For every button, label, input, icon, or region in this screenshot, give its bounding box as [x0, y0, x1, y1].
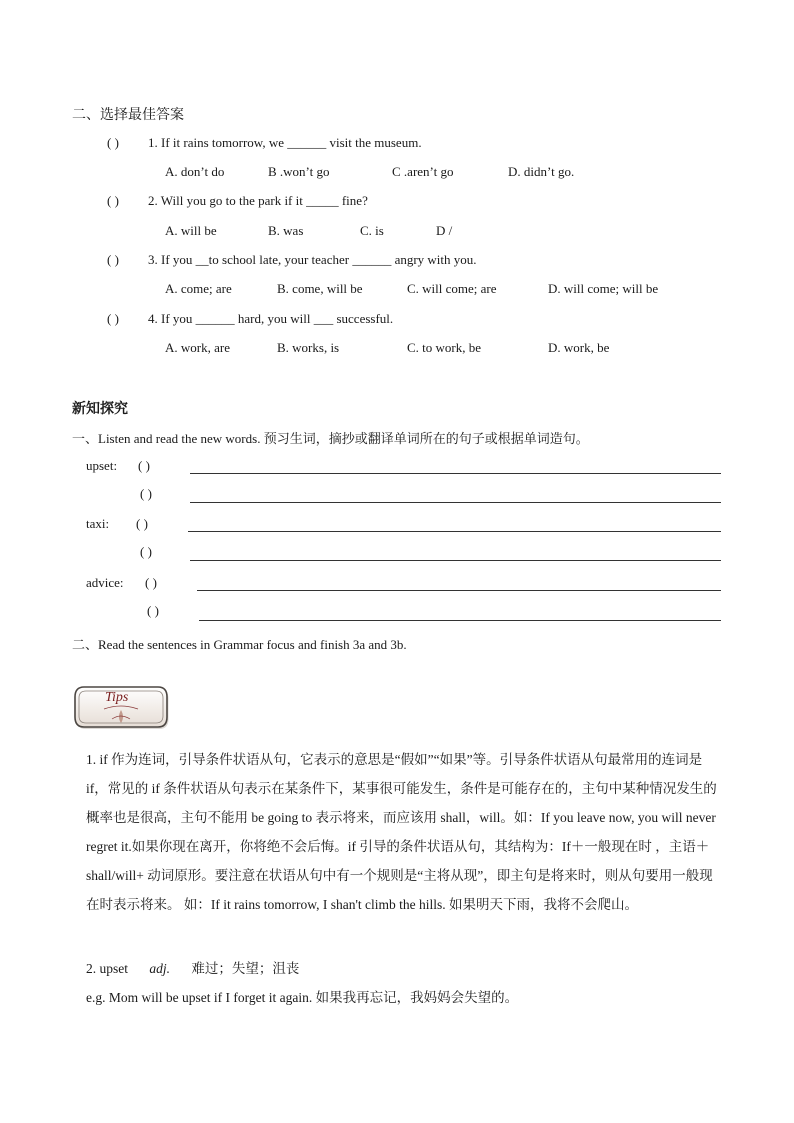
word-advice-paren-1[interactable]: ( ) [145, 575, 157, 590]
tips-item-2-meaning: 难过；失望；沮丧 [191, 961, 300, 976]
tips-paragraph-1-text: 1. if 作为连词，引导条件状语从句，它表示的意思是“假如”“如果”等。引导条件状语从句最常用的连词是 if，常见的 if 条件状语从句表示在某条件下，某事很可能发生，条件是可能存在的，主句中某种情况发生的概率也是很高，主句不能用 be going to 表示将来，而应该用 shall，will。如：If you leave now, you will never regret it.如果你现在离开，你将绝不会后悔。if 引导的条件状语从句，其结构为：If＋一般现在时 ，主语＋shall/will+ 动词原形。要注意在状语从句中有一个规则是“主将从现”，即主句是将来时，则从句要用一般现在时表示将来。 如：If it rains tomorrow, I shan't climb the hills. 如果明天下雨，我将不会爬山。 [86, 752, 717, 912]
answer-paren-3[interactable]: ( ) [107, 252, 119, 267]
word-taxi-line-2[interactable] [190, 560, 721, 561]
tips-item-2-word: 2. upset [86, 961, 128, 976]
q3-option-c: C. will come; are [407, 281, 497, 296]
q3-option-d: D. will come; will be [548, 281, 659, 296]
tips-example: e.g. Mom will be upset if I forget it again. 如果我再忘记，我妈妈会失望的。 [86, 990, 519, 1005]
tips-paragraph-1 [86, 745, 722, 919]
section-title-explore: 新知探究 [72, 401, 128, 417]
word-taxi: taxi: [86, 516, 110, 531]
q1-option-b: B .won’t go [268, 164, 330, 179]
q2-option-d: D / [436, 223, 453, 238]
q3-option-a: A. come; are [165, 281, 232, 296]
q4-option-a: A. work, are [165, 340, 230, 355]
part2-instruction: 二、Read the sentences in Grammar focus and finish 3a and 3b. [72, 637, 407, 652]
question-2: 2. Will you go to the park if it _____ fine? [148, 193, 368, 208]
question-1: 1. If it rains tomorrow, we ______ visit the museum. [148, 135, 422, 150]
word-taxi-line-1[interactable] [188, 531, 721, 532]
q3-option-b: B. come, will be [277, 281, 363, 296]
word-advice: advice: [86, 575, 124, 590]
q1-option-d: D. didn’t go. [508, 164, 575, 179]
tips-item-2-pos: adj. [149, 961, 171, 976]
word-taxi-paren-2[interactable]: ( ) [140, 544, 152, 559]
q2-option-c: C. is [360, 223, 384, 238]
q2-option-b: B. was [268, 223, 304, 238]
tips-badge-label: Tips [105, 690, 129, 705]
answer-paren-4[interactable]: ( ) [107, 311, 119, 326]
tips-badge [72, 683, 170, 731]
part1-instruction: 一、Listen and read the new words. 预习生词，摘抄或翻译单词所在的句子或根据单词造句。 [72, 431, 589, 446]
q4-option-b: B. works, is [277, 340, 340, 355]
word-advice-paren-2[interactable]: ( ) [147, 603, 159, 618]
tips-item-2 [86, 957, 299, 977]
q2-option-a: A. will be [165, 223, 217, 238]
word-upset-paren-2[interactable]: ( ) [140, 486, 152, 501]
word-advice-line-1[interactable] [197, 590, 721, 591]
q4-option-d: D. work, be [548, 340, 610, 355]
question-3: 3. If you __to school late, your teacher ______ angry with you. [148, 252, 477, 267]
q1-option-c: C .aren’t go [392, 164, 454, 179]
word-advice-line-2[interactable] [199, 620, 721, 621]
answer-paren-2[interactable]: ( ) [107, 193, 119, 208]
word-upset-line-2[interactable] [190, 502, 721, 503]
word-upset-line-1[interactable] [190, 473, 721, 474]
section-title-multiple-choice: 二、选择最佳答案 [72, 108, 184, 123]
q1-option-a: A. don’t do [165, 164, 225, 179]
question-4: 4. If you ______ hard, you will ___ successful. [148, 311, 394, 326]
answer-paren-1[interactable]: ( ) [107, 135, 119, 150]
word-taxi-paren-1[interactable]: ( ) [136, 516, 148, 531]
q4-option-c: C. to work, be [407, 340, 482, 355]
word-upset: upset: [86, 458, 118, 473]
word-upset-paren-1[interactable]: ( ) [138, 458, 150, 473]
